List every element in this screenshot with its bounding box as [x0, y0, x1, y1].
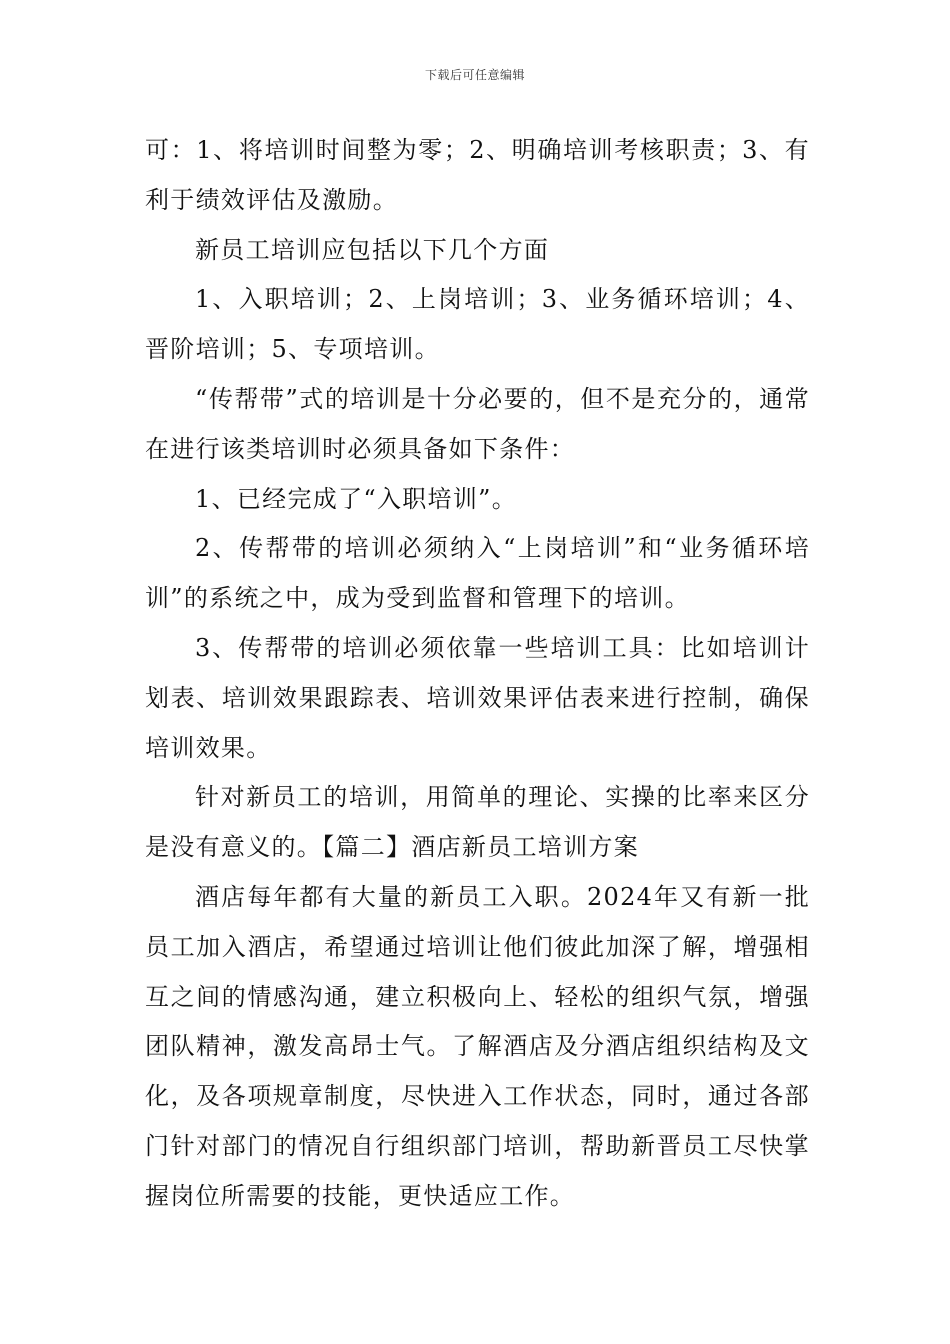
paragraph-training-aspects-heading: 新员工培训应包括以下几个方面 — [195, 235, 550, 264]
paragraph-condition-1: 1、已经完成了“入职培训”。 — [195, 484, 518, 513]
paragraph-continuation: 可：1、将培训时间整为零；2、明确培训考核职责；3、有利于绩效评估及激励。 — [145, 136, 810, 214]
paragraph-mentoring-intro: “传帮带”式的培训是十分必要的，但不是充分的，通常在进行该类培训时必须具备如下条件： — [145, 384, 810, 463]
paragraph-ratio-note: 针对新员工的培训，用简单的理论、实操的比率来区分是没有意义的。【篇二】酒店新员工培训方案 — [145, 783, 810, 862]
paragraph-condition-3: 3、传帮带的培训必须依靠一些培训工具：比如培训计划表、培训效果跟踪表、培训效果评估表来进行控制，确保培训效果。 — [145, 633, 810, 762]
page-header: 下载后可任意编辑 — [424, 68, 525, 82]
document-body — [145, 126, 810, 1222]
paragraph-hotel-plan: 酒店每年都有大量的新员工入职。2024年又有新一批员工加入酒店，希望通过培训让他们彼此加深了解，增强相互之间的情感沟通，建立积极向上、轻松的组织气氛，增强团队精神，激发高昂士气。了解酒店及分酒店组织结构及文化，及各项规章制度，尽快进入工作状态，同时，通过各部门针对部门的情况自行组织部门培训，帮助新晋员工尽快掌握岗位所需要的技能，更快适应工作。 — [145, 882, 810, 1210]
paragraph-training-types: 1、入职培训；2、上岗培训；3、业务循环培训；4、晋阶培训；5、专项培训。 — [145, 285, 810, 364]
paragraph-condition-2: 2、传帮带的培训必须纳入“上岗培训”和“业务循环培训”的系统之中，成为受到监督和管理下的培训。 — [145, 534, 810, 613]
